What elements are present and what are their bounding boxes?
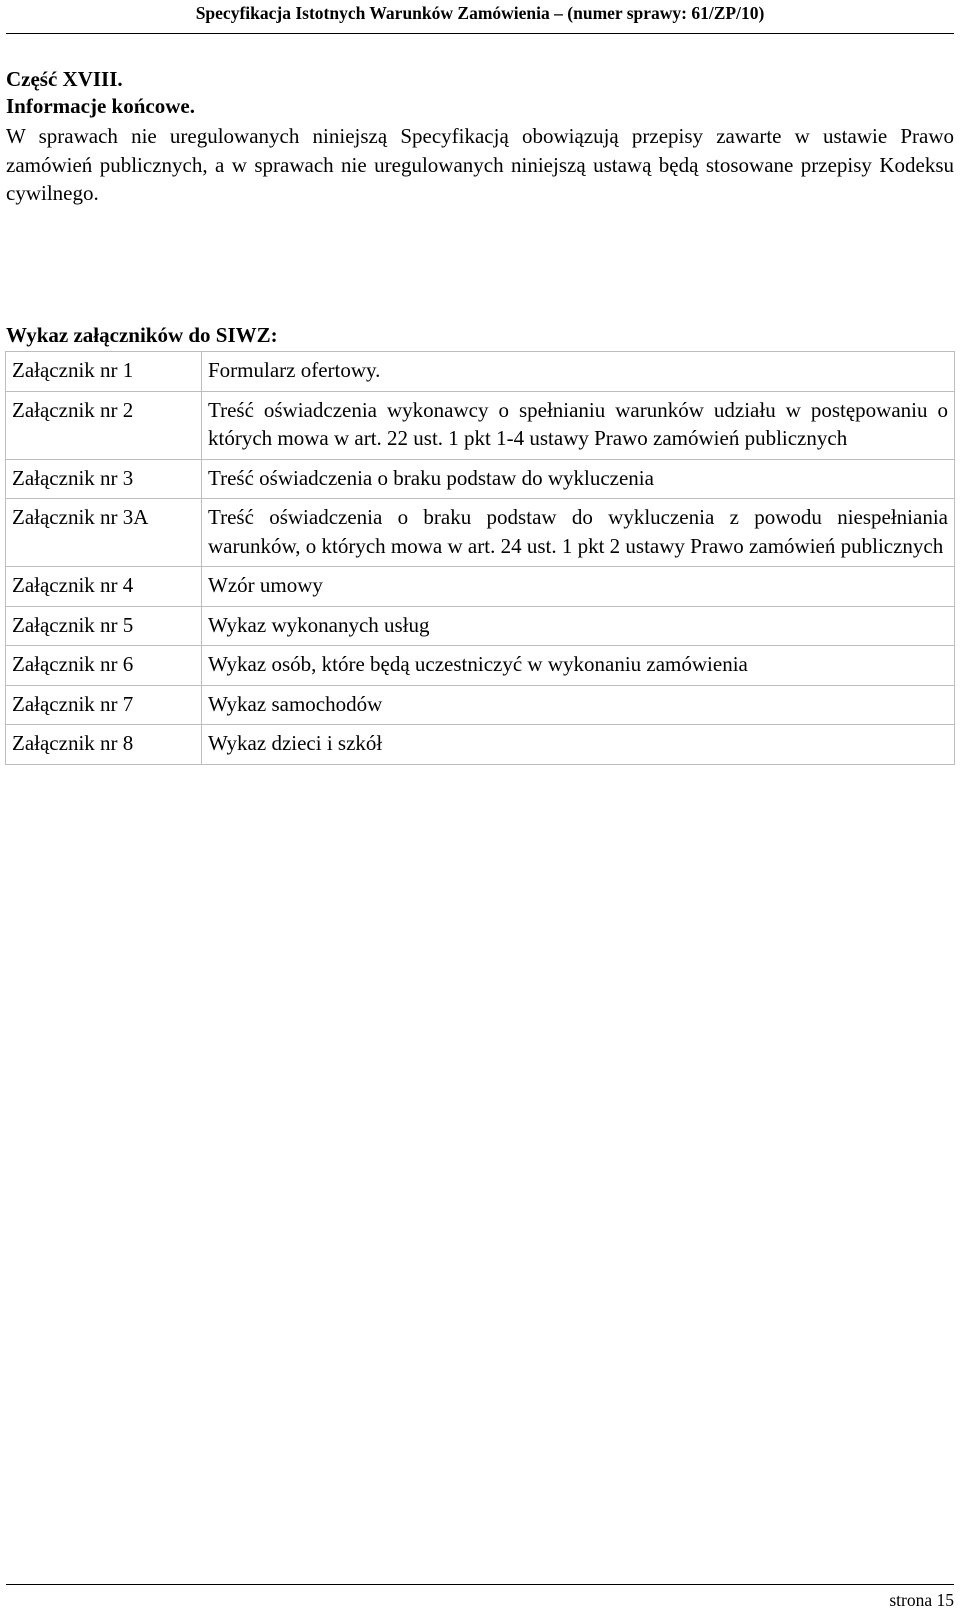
table-row [6, 499, 955, 567]
attachment-description: Treść oświadczenia o braku podstaw do wykluczenia [202, 459, 955, 499]
attachments-heading: Wykaz załączników do SIWZ: [6, 323, 278, 347]
attachment-number: Załącznik nr 4 [6, 567, 202, 607]
attachment-number: Załącznik nr 1 [6, 352, 202, 392]
attachment-number: Załącznik nr 3 [6, 459, 202, 499]
table-row [6, 725, 955, 765]
attachment-number: Załącznik nr 7 [6, 685, 202, 725]
attachment-number: Załącznik nr 5 [6, 606, 202, 646]
page-header-title: Specyfikacja Istotnych Warunków Zamówienia – (numer sprawy: 61/ZP/10) [195, 3, 765, 23]
attachment-description: Formularz ofertowy. [202, 352, 955, 392]
attachment-number: Załącznik nr 2 [6, 391, 202, 459]
section-heading: Informacje końcowe. [6, 94, 195, 118]
table-row [6, 646, 955, 686]
part-heading: Część XVIII. [6, 67, 123, 91]
attachment-description: Wykaz wykonanych usług [202, 606, 955, 646]
attachment-description: Wykaz dzieci i szkół [202, 725, 955, 765]
page-number: strona 15 [889, 1590, 954, 1610]
table-row [6, 459, 955, 499]
table-row [6, 567, 955, 607]
attachment-number: Załącznik nr 3A [6, 499, 202, 567]
attachments-table [5, 351, 955, 765]
table-row [6, 685, 955, 725]
attachment-description: Treść oświadczenia o braku podstaw do wykluczenia z powodu niespełniania warunków, o których mowa w art. 24 ust. 1 pkt 2 ustawy Prawo zamówień publicznych [202, 499, 955, 567]
attachment-number: Załącznik nr 8 [6, 725, 202, 765]
closing-paragraph: W sprawach nie uregulowanych niniejszą Specyfikacją obowiązują przepisy zawarte w ustawie Prawo zamówień publicznych, a w sprawach nie uregulowanych niniejszą ustawą będą stosowane przepisy Kodeksu cywilnego. [6, 124, 954, 205]
attachment-number: Załącznik nr 6 [6, 646, 202, 686]
attachment-description: Wykaz samochodów [202, 685, 955, 725]
attachment-description: Treść oświadczenia wykonawcy o spełnianiu warunków udziału w postępowaniu o których mowa w art. 22 ust. 1 pkt 1-4 ustawy Prawo zamówień publicznych [202, 391, 955, 459]
table-row [6, 391, 955, 459]
header-divider [6, 33, 954, 34]
attachment-description: Wykaz osób, które będą uczestniczyć w wykonaniu zamówienia [202, 646, 955, 686]
footer-divider [6, 1584, 954, 1585]
table-row [6, 606, 955, 646]
table-row [6, 352, 955, 392]
attachment-description: Wzór umowy [202, 567, 955, 607]
